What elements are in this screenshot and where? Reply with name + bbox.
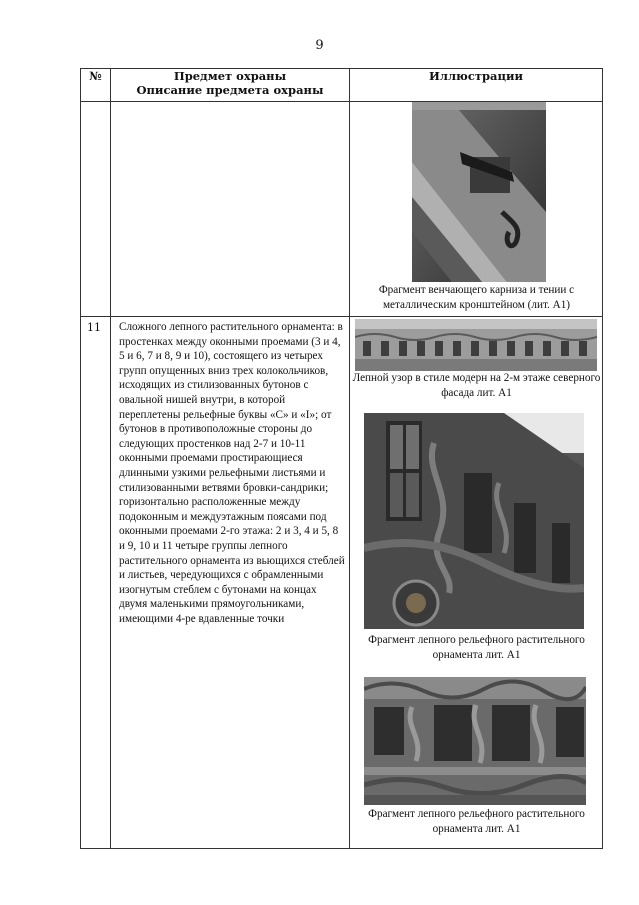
row-illustrations (350, 102, 603, 317)
row-description (111, 102, 350, 317)
row-num (81, 102, 111, 317)
row-illustrations (350, 317, 603, 849)
table-row (81, 102, 603, 317)
table-row (81, 317, 603, 849)
header-subject-description: Описание предмета охраны (136, 83, 324, 97)
header-num: № (81, 69, 111, 102)
row-description: Сложного лепного растительного орнамента: в простенках между оконными проемами (3 и 4, 5 и 6, 7 и 8, 9 и 10), состоящего из четырех групп опущенных вниз трех колокольчиков, исходящих из стилизованных бутонов с овальной нишей внутри, в которой переплетены рельефные буквы «С» и «I»; от бутонов в противоположные стороны до следующих простенков над 2-7 и 10-11 оконными проемами простирающиеся длинными узкими рельефными листьями и стилизованными ветвями бровки-сандрики; горизонтально расположенные между подоконным и междуэтажным поясами под оконными проемами 2-го этажа: 2 и 3, 4 и 5, 8 и 9, 10 и 11 четыре группы лепного растительного орнамента из вьющихся стеблей и листьев, чередующихся с обрамленными изогнутым стеблем с бутонами на концах двумя маленькими прямоугольниками, имеющими 4-ре вдавленные точки (111, 317, 350, 849)
facade-ornament-closeup-photo (364, 677, 586, 805)
protection-subject-table (80, 68, 603, 849)
photo-caption: Фрагмент венчающего карниза и тении с металлическим кронштейном (лит. А1) (378, 284, 575, 311)
row-num: 11 (81, 317, 111, 849)
header-subject-title: Предмет охраны (173, 69, 287, 83)
cornice-bracket-photo (412, 102, 546, 282)
header-illustrations: Иллюстрации (350, 69, 603, 102)
photo-caption: Фрагмент лепного рельефного растительного орнамента лит. А1 (368, 634, 585, 661)
photo-caption: Лепной узор в стиле модерн на 2-м этаже северного фасада лит. А1 (352, 372, 601, 399)
facade-panorama-photo (355, 319, 597, 371)
facade-ornament-photo (364, 413, 584, 629)
table-header-row (81, 69, 603, 102)
photo-caption: Фрагмент лепного рельефного растительного орнамента лит. А1 (368, 808, 585, 835)
page-number: 9 (315, 38, 324, 53)
header-subject (111, 69, 350, 102)
